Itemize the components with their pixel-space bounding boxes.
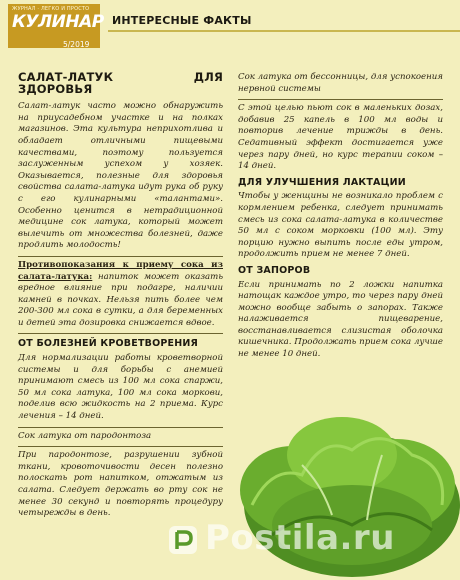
- contraindications-lead: Противопоказания к приему сока из салата-латука:: [18, 259, 223, 282]
- right-column: [238, 72, 443, 365]
- contraindications-text: напиток может оказать вредное влияние при подагре, наличии камней в почках. Нельзя пить более чем 200-300 мл сока в сутки, а для беременных и детей эта дозировка снижается вдвое.: [18, 271, 223, 328]
- logo-tagline: ЖУРНАЛ · ЛЕГКО И ПРОСТО: [12, 6, 90, 12]
- intro-paragraph: Салат-латук часто можно обнаружить на приусадебном участке и на полках магазинов. Эта культура неприхотлива и обладает отличными пищевыми качествами, поэтому пользуется заслуженным успехом у хозяек. Оказывается, полезные для здоровья свойства салата-латука идут рука об руку с его кулинарными «талантами». Особенно ценится в нетрадиционной медицине сок латука, который может вылечить от множества болезней, даже продлить молодость!: [18, 101, 223, 251]
- left-column: [18, 72, 223, 524]
- insomnia-subheading: Сок латука от бессонницы, для успокоения нервной системы: [238, 72, 443, 94]
- anemia-heading: ОТ БОЛЕЗНЕЙ КРОВЕТВОРЕНИЯ: [18, 338, 199, 350]
- insomnia-paragraph: С этой целью пьют сок в маленьких дозах, добавив 25 капель в 100 мл воды и повторив лечение трижды в день. Седативный эффект достигается уже через пару дней, но курс терапии соком – 14 дней.: [238, 103, 443, 172]
- article-title: САЛАТ-ЛАТУК ДЛЯ ЗДОРОВЬЯ: [18, 70, 223, 96]
- magazine-header: [0, 0, 460, 52]
- divider: [18, 446, 223, 447]
- paradontosis-subheading: Сок латука от пародонтоза: [18, 430, 152, 441]
- contraindications-paragraph: [18, 260, 223, 330]
- divider: [18, 256, 223, 257]
- constipation-heading: ОТ ЗАПОРОВ: [238, 264, 311, 276]
- magazine-logo: [8, 4, 104, 49]
- watermark: Postila.ru: [205, 518, 395, 558]
- lactation-heading: ДЛЯ УЛУЧШЕНИЯ ЛАКТАЦИИ: [238, 176, 406, 188]
- constipation-paragraph: Если принимать по 2 ложки напитка натощак каждое утро, то через пару дней можно вообще забыть о запорах. Также налаживается пищеварение, восстанавливается слизистая оболочка кишечника. Продолжать прием сока лучше не менее 10 дней.: [238, 279, 443, 360]
- section-divider: [108, 30, 460, 32]
- divider: [18, 427, 223, 428]
- divider: [238, 99, 443, 100]
- anemia-paragraph: Для нормализации работы кроветворной системы и для борьбы с анемией принимают смесь из 100 мл сока спаржи, 50 мл сока латука, 100 мл сока моркови, поделив всю жидкость на 2 приема. Курс лечения – 14 дней.: [18, 353, 223, 422]
- section-title: ИНТЕРЕСНЫЕ ФАКТЫ: [112, 14, 252, 27]
- paradontosis-paragraph: При пародонтозе, разрушении зубной ткани, кровоточивости десен полезно полоскать рот напитком, отжатым из салата. Следует держать во рту сок не менее 30 секунд и повторять процедуру четырежды в день.: [18, 450, 223, 519]
- issue-number: 5/2019: [63, 40, 90, 49]
- logo-title: КУЛИНАР: [12, 12, 104, 32]
- postila-logo-icon: [166, 523, 200, 557]
- divider: [18, 333, 223, 334]
- lactation-paragraph: Чтобы у женщины не возникало проблем с кормлением ребенка, следует принимать смесь из сока салата-латука в количестве 50 мл с соком морковки (100 мл). Эту порцию нужно выпить после еды утром, продолжить прием не менее 7 дней.: [238, 191, 443, 260]
